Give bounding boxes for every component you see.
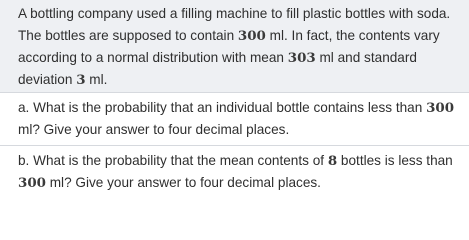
intro-text-2: ml. In fact, the contents vary according to a normal distribution with mean	[18, 28, 440, 65]
intro-text-1: A bottling company used a filling machine to fill plastic bottles with soda. The bottles are supposed to contain	[18, 6, 451, 43]
question-b-text-3: ml? Give your answer to four decimal places.	[45, 175, 321, 190]
question-a-text-1: a. What is the probability that an individual bottle contains less than	[18, 100, 427, 115]
mean-value: 303	[287, 50, 316, 66]
question-b-text-1: b. What is the probability that the mean contents of	[18, 153, 328, 168]
problem-intro	[0, 0, 469, 92]
question-a-amount: 300	[426, 100, 455, 116]
intro-text-3: ml and standard deviation	[18, 50, 417, 87]
target-amount: 300	[237, 28, 266, 44]
question-b	[0, 148, 469, 193]
question-b-text-2: bottles is less than	[337, 153, 453, 168]
divider	[0, 145, 469, 146]
question-b-amount: 300	[18, 175, 46, 191]
question-b-sample-size: 8	[327, 153, 338, 169]
divider	[0, 92, 469, 93]
sd-value: 3	[76, 72, 86, 88]
question-a	[0, 95, 469, 145]
question-a-text-2: ml? Give your answer to four decimal places.	[18, 122, 290, 137]
intro-text-4: ml.	[85, 72, 108, 87]
